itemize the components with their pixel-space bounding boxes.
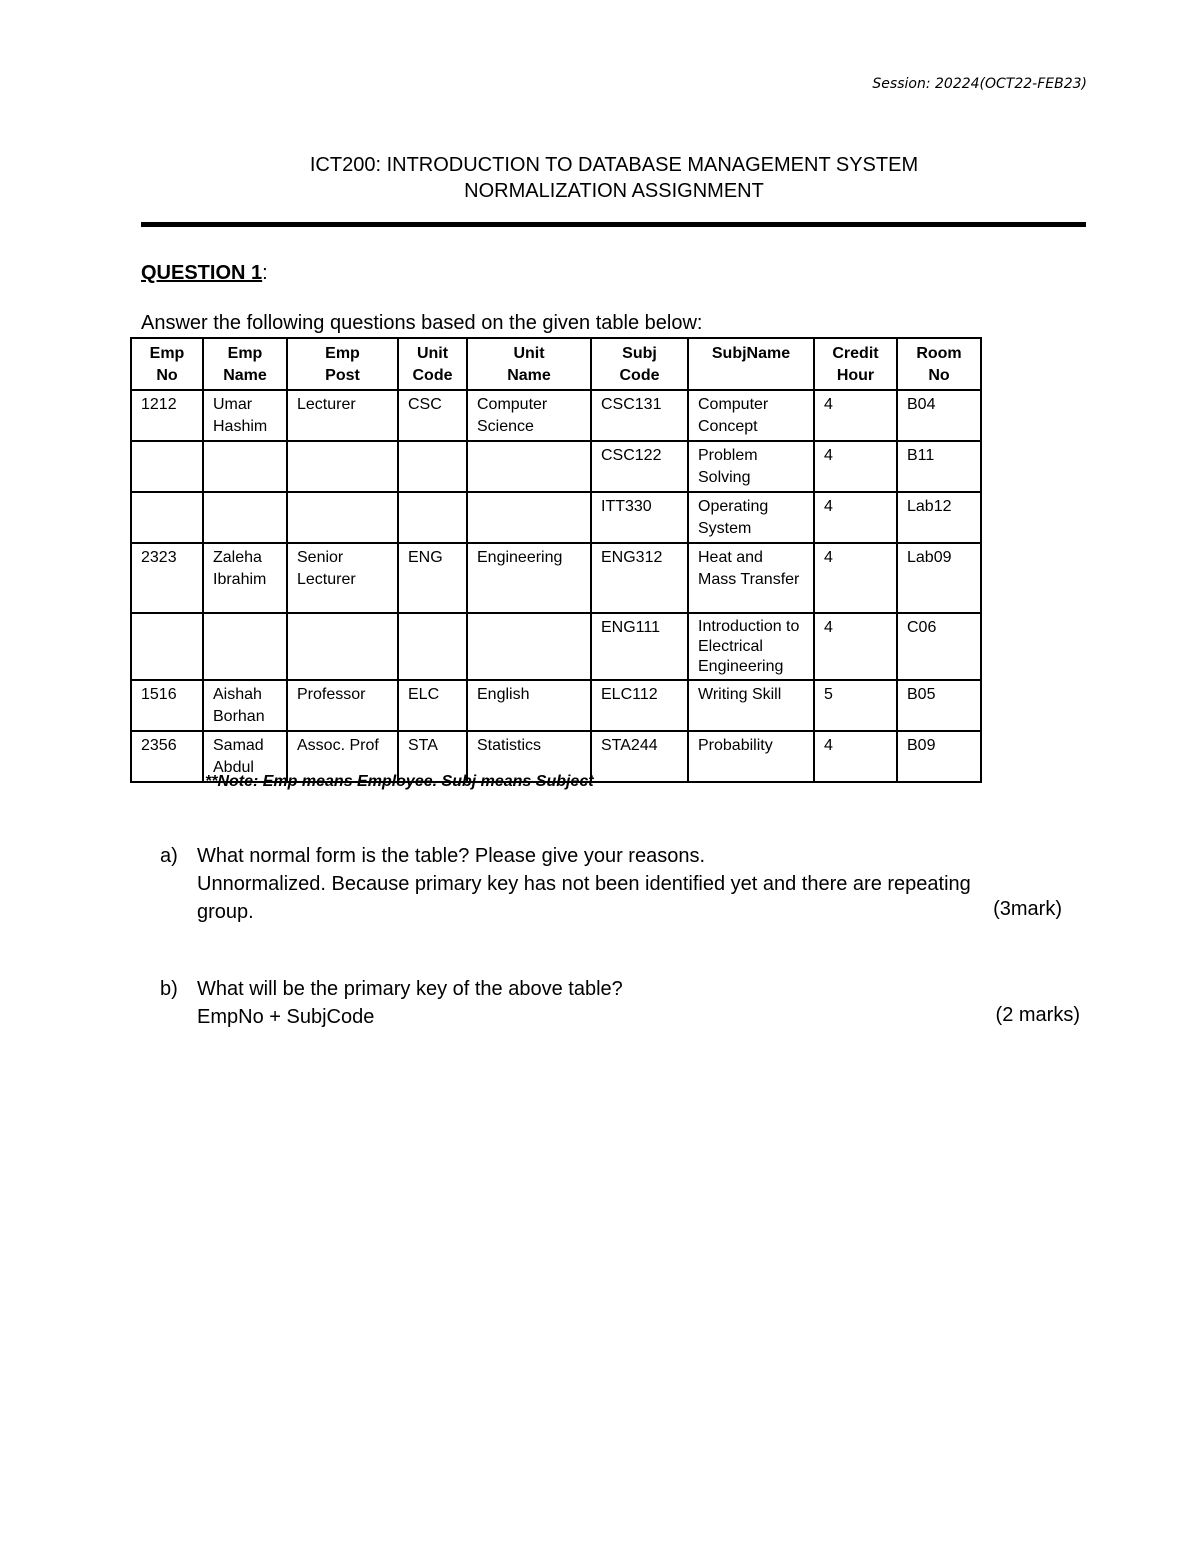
question-colon: : xyxy=(262,262,268,284)
cell-emp-no: 2356 xyxy=(131,731,203,782)
table-row xyxy=(131,441,981,492)
header-emp-no: Emp No xyxy=(131,338,203,390)
cell-unit-name: Statistics xyxy=(467,731,591,782)
cell-emp-no xyxy=(131,441,203,492)
cell-emp-no: 1212 xyxy=(131,390,203,441)
cell-subj-code: ELC112 xyxy=(591,680,688,731)
cell-emp-name xyxy=(203,492,287,543)
title-line-1: ICT200: INTRODUCTION TO DATABASE MANAGEMENT SYSTEM xyxy=(309,154,919,176)
cell-emp-post: Professor xyxy=(287,680,398,731)
header-emp-name: Emp Name xyxy=(203,338,287,390)
cell-room-no: B05 xyxy=(897,680,981,731)
cell-credit-hour: 4 xyxy=(814,613,897,680)
question-intro: Answer the following questions based on the given table below: xyxy=(141,312,703,334)
cell-room-no: B04 xyxy=(897,390,981,441)
table-row xyxy=(131,680,981,731)
title-line-2: NORMALIZATION ASSIGNMENT xyxy=(464,180,764,202)
cell-subj-name: Writing Skill xyxy=(688,680,814,731)
cell-emp-post xyxy=(287,613,398,680)
cell-unit-code xyxy=(398,613,467,680)
table-row xyxy=(131,390,981,441)
cell-unit-name: Computer Science xyxy=(467,390,591,441)
part-b-body xyxy=(197,975,623,1031)
cell-subj-name: Problem Solving xyxy=(688,441,814,492)
cell-unit-name xyxy=(467,492,591,543)
cell-emp-post: Senior Lecturer xyxy=(287,543,398,613)
cell-emp-name: Samad Abdul xyxy=(203,731,287,782)
table-row xyxy=(131,543,981,613)
cell-subj-code: STA244 xyxy=(591,731,688,782)
part-a-body xyxy=(197,842,971,926)
cell-room-no: Lab12 xyxy=(897,492,981,543)
header-emp-post: Emp Post xyxy=(287,338,398,390)
cell-subj-name: Operating System xyxy=(688,492,814,543)
cell-emp-post: Lecturer xyxy=(287,390,398,441)
part-b-answer: EmpNo + SubjCode xyxy=(197,1006,375,1028)
part-a-question: What normal form is the table? Please give your reasons. xyxy=(197,845,706,867)
cell-room-no: B11 xyxy=(897,441,981,492)
part-b-marks: (2 marks) xyxy=(995,1004,1080,1026)
cell-emp-name: Aishah Borhan xyxy=(203,680,287,731)
cell-emp-name: Umar Hashim xyxy=(203,390,287,441)
header-unit-name: Unit Name xyxy=(467,338,591,390)
cell-subj-code: CSC131 xyxy=(591,390,688,441)
cell-emp-name xyxy=(203,441,287,492)
header-subj-name: SubjName xyxy=(688,338,814,390)
part-a-marks: (3mark) xyxy=(993,898,1062,920)
cell-subj-name: Introduction to Electrical Engineering xyxy=(688,613,814,680)
question-heading xyxy=(141,262,268,285)
question-number: QUESTION 1 xyxy=(141,262,263,284)
cell-credit-hour: 4 xyxy=(814,441,897,492)
cell-subj-code: ENG312 xyxy=(591,543,688,613)
cell-unit-code: ENG xyxy=(398,543,467,613)
header-unit-code: Unit Code xyxy=(398,338,467,390)
cell-unit-code xyxy=(398,492,467,543)
cell-subj-code: ENG111 xyxy=(591,613,688,680)
cell-emp-no: 1516 xyxy=(131,680,203,731)
cell-unit-code: STA xyxy=(398,731,467,782)
cell-unit-code: ELC xyxy=(398,680,467,731)
cell-unit-code xyxy=(398,441,467,492)
cell-emp-name: Zaleha Ibrahim xyxy=(203,543,287,613)
cell-room-no: Lab09 xyxy=(897,543,981,613)
header-room-no: Room No xyxy=(897,338,981,390)
cell-emp-no: 2323 xyxy=(131,543,203,613)
table-row xyxy=(131,492,981,543)
cell-subj-code: CSC122 xyxy=(591,441,688,492)
part-b-question: What will be the primary key of the above table? xyxy=(197,978,623,1000)
cell-subj-name: Probability xyxy=(688,731,814,782)
cell-credit-hour: 4 xyxy=(814,731,897,782)
part-a-answer-line-2: group. xyxy=(197,901,254,923)
part-a-label: a) xyxy=(160,845,178,867)
table-row xyxy=(131,613,981,680)
part-b-label: b) xyxy=(160,978,178,1000)
cell-unit-name: Engineering xyxy=(467,543,591,613)
cell-room-no: B09 xyxy=(897,731,981,782)
cell-subj-code: ITT330 xyxy=(591,492,688,543)
cell-credit-hour: 4 xyxy=(814,543,897,613)
title-divider xyxy=(141,222,1086,227)
cell-emp-name xyxy=(203,613,287,680)
cell-subj-name: Heat and Mass Transfer xyxy=(688,543,814,613)
employee-subject-table xyxy=(130,337,982,783)
cell-emp-post xyxy=(287,441,398,492)
cell-unit-name: English xyxy=(467,680,591,731)
cell-credit-hour: 4 xyxy=(814,390,897,441)
table-note: **Note: Emp means Employee. Subj means Subject xyxy=(205,773,594,790)
part-a-answer-line-1: Unnormalized. Because primary key has not been identified yet and there are repeating xyxy=(197,873,971,895)
table-header-row xyxy=(131,338,981,390)
cell-room-no: C06 xyxy=(897,613,981,680)
header-subj-code: Subj Code xyxy=(591,338,688,390)
cell-emp-post: Assoc. Prof xyxy=(287,731,398,782)
cell-unit-code: CSC xyxy=(398,390,467,441)
header-credit-hour: Credit Hour xyxy=(814,338,897,390)
cell-unit-name xyxy=(467,441,591,492)
cell-unit-name xyxy=(467,613,591,680)
session-label: Session: 20224(OCT22-FEB23) xyxy=(872,76,1087,92)
cell-credit-hour: 4 xyxy=(814,492,897,543)
document-title xyxy=(0,152,1200,204)
cell-subj-name: Computer Concept xyxy=(688,390,814,441)
cell-credit-hour: 5 xyxy=(814,680,897,731)
cell-emp-no xyxy=(131,613,203,680)
cell-emp-post xyxy=(287,492,398,543)
cell-emp-no xyxy=(131,492,203,543)
